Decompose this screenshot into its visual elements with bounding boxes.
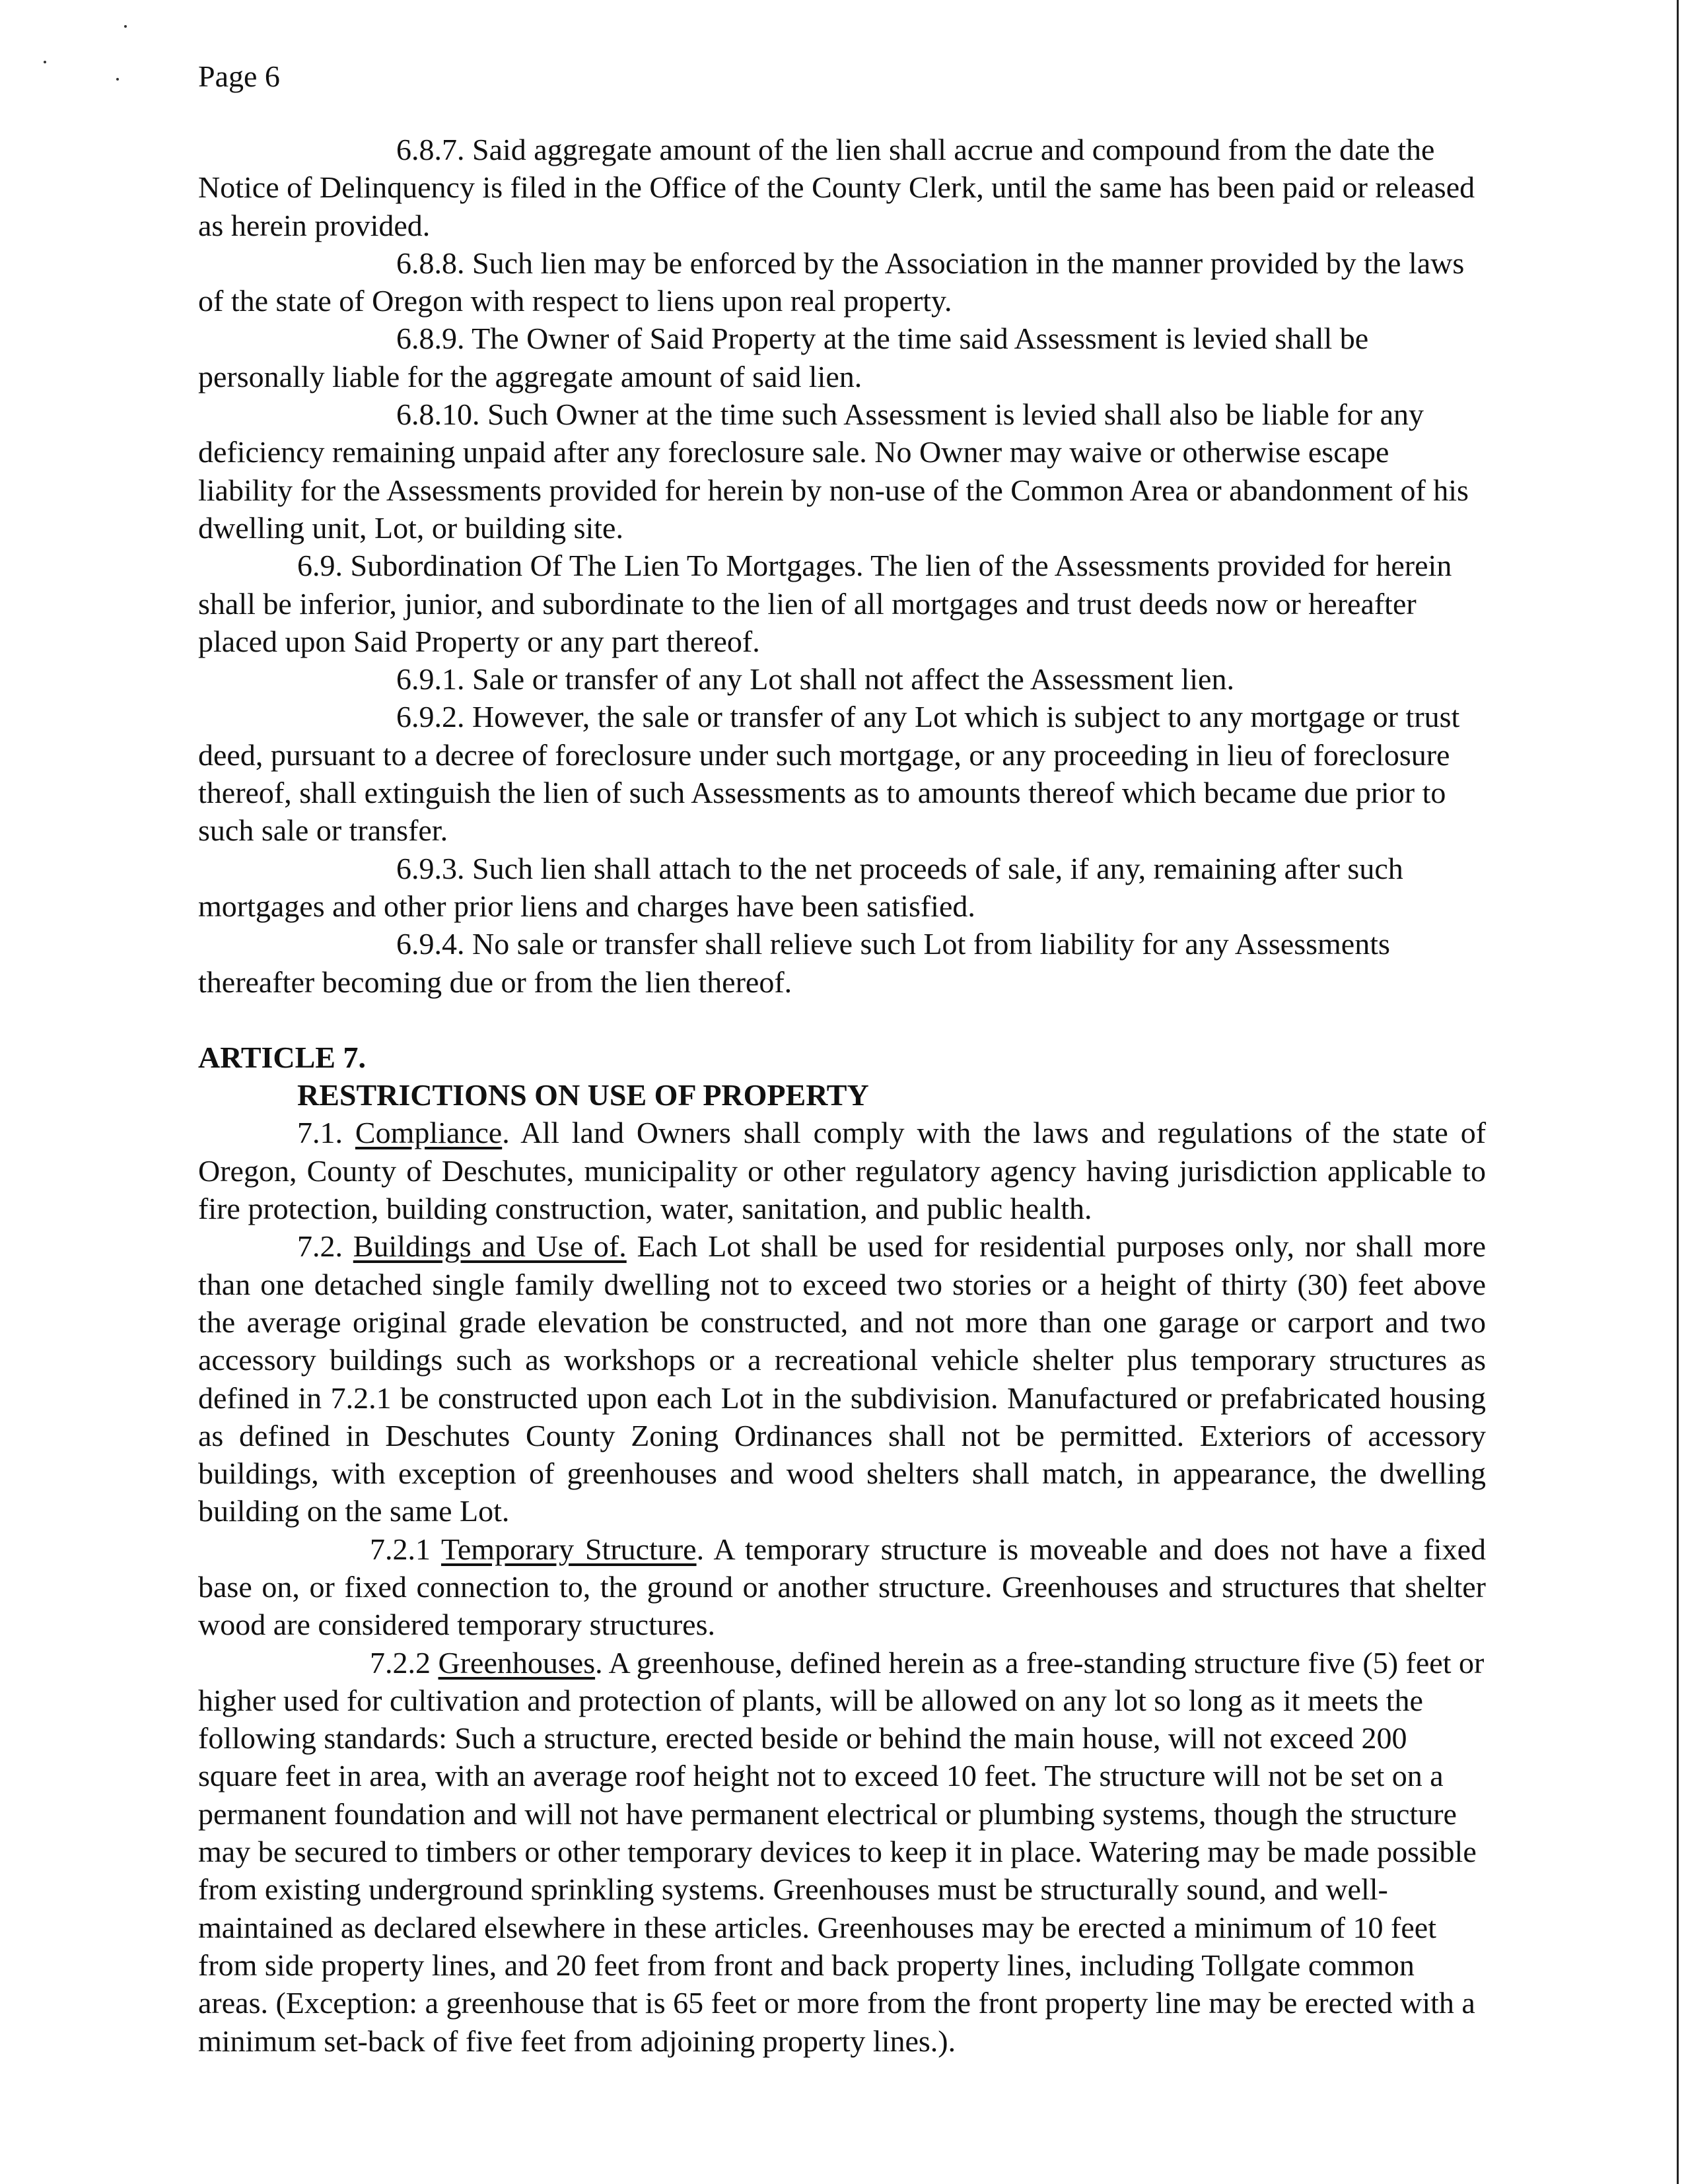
paragraph-6-8-7: 6.8.7. Said aggregate amount of the lien shall accrue and compound from the date the Notice of Delinquency is filed in the Office of the County Clerk, until the same has been paid or released as herein provided.: [198, 133, 1475, 242]
paragraph-7-2-2: [198, 1644, 1486, 2060]
section-number: 7.1.: [297, 1116, 343, 1150]
section-number: 7.2.1: [370, 1532, 431, 1566]
paragraph-7-2: [198, 1227, 1486, 1530]
paragraph-6-9-1: 6.9.1. Sale or transfer of any Lot shall not affect the Assessment lien.: [396, 662, 1234, 697]
section-text: . A temporary structure is moveable and does not have a fixed base on, or fixed connection to, the ground or another structure. Greenhouses and structures that shelter wood are considered temporary structures.: [198, 1532, 1486, 1642]
scan-speck: [44, 61, 46, 63]
scan-speck: [124, 25, 127, 28]
section-number: 7.2.2: [370, 1645, 431, 1680]
paragraph-6-9: 6.9. Subordination Of The Lien To Mortgages. The lien of the Assessments provided for herein shall be inferior, junior, and subordinate to the lien of all mortgages and trust deeds now or hereafter placed upon Said Property or any part thereof.: [198, 549, 1452, 658]
article-subtitle: RESTRICTIONS ON USE OF PROPERTY: [297, 1078, 869, 1112]
scan-page-edge: [1677, 0, 1679, 2184]
section-spacer: [198, 1001, 1486, 1039]
paragraph-6-8-9: 6.8.9. The Owner of Said Property at the time said Assessment is levied shall be personally liable for the aggregate amount of said lien.: [198, 322, 1369, 393]
paragraph-6-9-3: 6.9.3. Such lien shall attach to the net proceeds of sale, if any, remaining after such mortgages and other prior liens and charges have been satisfied.: [198, 851, 1403, 923]
section-heading-temporary-structure: Temporary Structure: [441, 1532, 697, 1566]
section-number: 7.2.: [297, 1229, 343, 1264]
section-heading-compliance: Compliance: [355, 1116, 503, 1150]
paragraph-6-8-10: 6.8.10. Such Owner at the time such Assessment is levied shall also be liable for any deficiency remaining unpaid after any foreclosure sale. No Owner may waive or otherwise escape liability for the Assessments provided for herein by non-use of the Common Area or abandonment of his dwelling unit, Lot, or building site.: [198, 397, 1469, 545]
paragraph-7-2-1: [198, 1530, 1486, 1644]
paragraph-6-9-2: 6.9.2. However, the sale or transfer of any Lot which is subject to any mortgage or trust deed, pursuant to a decree of foreclosure under such mortgage, or any proceeding in lieu of foreclosure thereof, shall extinguish the lien of such Assessments as to amounts thereof which became due prior to such sale or transfer.: [198, 700, 1460, 848]
paragraph-6-8-8: 6.8.8. Such lien may be enforced by the Association in the manner provided by the laws of the state of Oregon with respect to liens upon real property.: [198, 246, 1465, 318]
scan-speck: [116, 78, 119, 81]
page-number: Page 6: [198, 59, 280, 93]
document-body: [198, 131, 1486, 2060]
paragraph-7-1: [198, 1114, 1486, 1227]
section-heading-buildings: Buildings and Use of.: [353, 1229, 627, 1264]
section-heading-greenhouses: Greenhouses: [438, 1645, 596, 1680]
section-text: . All land Owners shall comply with the laws and regulations of the state of Oregon, County of Deschutes, municipality or other regulatory agency having jurisdiction applicable to fire protection, building construction, water, sanitation, and public health.: [198, 1116, 1487, 1226]
section-text: . A greenhouse, defined herein as a free-standing structure five (5) feet or higher used for cultivation and protection of plants, will be allowed on any lot so long as it meets the following standards: Such a structure, erected beside or behind the main house, will not exceed 200 square feet in area, with an average roof height not to exceed 10 feet. The structure will not be set on a permanent foundation and will not have permanent electrical or plumbing systems, though the structure may be secured to timbers or other temporary devices to keep it in place. Watering may be made possible from existing underground sprinkling systems. Greenhouses must be structurally sound, and well-maintained as declared elsewhere in these articles. Greenhouses may be erected a minimum of 10 feet from side property lines, and 20 feet from front and back property lines, including Tollgate common areas. (Exception: a greenhouse that is 65 feet or more from the front property line may be erected with a minimum set-back of five feet from adjoining property lines.).: [198, 1645, 1485, 2058]
section-text: Each Lot shall be used for residential purposes only, nor shall more than one detached single family dwelling not to exceed two stories or a height of thirty (30) feet above the average original grade elevation be constructed, and not more than one garage or carport and two accessory buildings such as workshops or a recreational vehicle shelter plus temporary structures as defined in 7.2.1 be constructed upon each Lot in the subdivision. Manufactured or prefabricated housing as defined in Deschutes County Zoning Ordinances shall not be permitted. Exteriors of accessory buildings, with exception of greenhouses and wood shelters shall match, in appearance, the dwelling building on the same Lot.: [198, 1229, 1487, 1528]
paragraph-6-9-4: 6.9.4. No sale or transfer shall relieve such Lot from liability for any Assessments thereafter becoming due or from the lien thereof.: [198, 927, 1390, 999]
article-title: ARTICLE 7.: [198, 1040, 366, 1074]
